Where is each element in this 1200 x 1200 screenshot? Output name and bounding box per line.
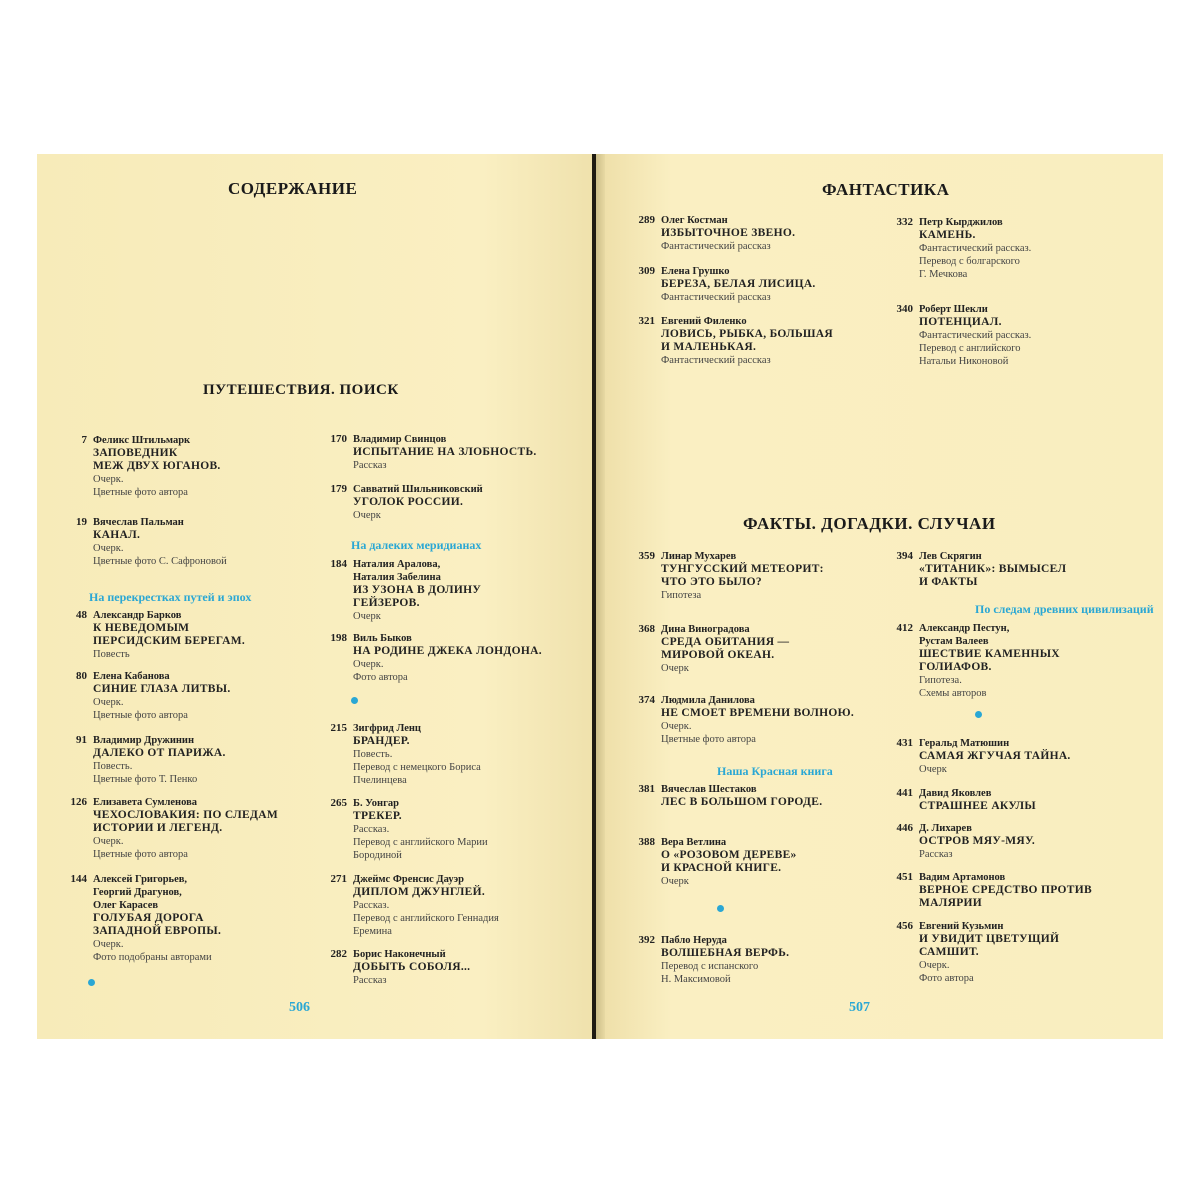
entry-body	[661, 623, 789, 675]
entry-author: Геральд Матюшин	[919, 738, 1010, 749]
entry-note: Очерк.	[93, 836, 124, 847]
entry-note: Перевод с английского Марии	[353, 837, 488, 848]
entry-note: Перевод с английского Геннадия	[353, 913, 499, 924]
section-end-dot	[717, 905, 724, 912]
entry-note: Цветные фото автора	[93, 849, 188, 860]
entry-title: БЕРЕЗА, БЕЛАЯ ЛИСИЦА.	[661, 278, 816, 290]
entry-body	[661, 265, 816, 304]
entry-author: Б. Уонгар	[353, 798, 399, 809]
entry-page-number: 19	[76, 516, 87, 528]
entry-body	[661, 694, 854, 746]
entry-note: Фото автора	[919, 973, 974, 984]
entry-title: ЧЕХОСЛОВАКИЯ: ПО СЛЕДАМ	[93, 809, 278, 821]
entry-page-number: 431	[896, 737, 913, 749]
entry-title: ГЕЙЗЕРОВ.	[353, 597, 420, 609]
subsection-red-book: Наша Красная книга	[717, 764, 833, 778]
entry-note: Схемы авторов	[919, 688, 987, 699]
entry-title: О «РОЗОВОМ ДЕРЕВЕ»	[661, 849, 797, 861]
entry-note: Натальи Никоновой	[919, 356, 1009, 367]
entry-title: ВЕРНОЕ СРЕДСТВО ПРОТИВ	[919, 884, 1092, 896]
toc-entry[interactable]	[47, 796, 278, 861]
entry-note: Перевод с немецкого Бориса	[353, 762, 481, 773]
entry-title: САМАЯ ЖГУЧАЯ ТАЙНА.	[919, 750, 1071, 762]
entry-author: Елизавета Сумленова	[93, 797, 198, 808]
entry-author: Олег Костман	[661, 215, 728, 226]
entry-note: Очерк	[353, 611, 381, 622]
entry-author: Петр Кырджилов	[919, 217, 1003, 228]
entry-body	[919, 216, 1031, 281]
entry-page-number: 456	[896, 920, 913, 932]
toc-entry[interactable]	[873, 871, 1092, 910]
entry-note: Цветные фото Т. Пенко	[93, 774, 198, 785]
entry-page-number: 340	[896, 303, 913, 315]
entry-body	[919, 920, 1059, 985]
entry-note: Бородиной	[353, 850, 402, 861]
entry-title: БРАНДЕР.	[353, 735, 410, 747]
entry-author: Александр Барков	[93, 610, 182, 621]
entry-body	[353, 873, 499, 938]
entry-title: ТУНГУССКИЙ МЕТЕОРИТ:	[661, 563, 824, 575]
entry-author: Алексей Григорьев,	[93, 874, 188, 885]
entry-body	[661, 836, 797, 888]
toc-entry[interactable]	[307, 433, 537, 472]
toc-entry[interactable]	[47, 516, 227, 568]
entry-page-number: 289	[638, 214, 655, 226]
subsection-meridians: На далеких меридианах	[351, 538, 482, 552]
entry-author: Наталия Забелина	[353, 572, 441, 583]
entry-page-number: 381	[638, 783, 655, 795]
entry-author: Наталия Аралова,	[353, 559, 441, 570]
entry-page-number: 179	[330, 483, 347, 495]
entry-page-number: 91	[76, 734, 87, 746]
entry-page-number: 144	[70, 873, 87, 885]
entry-body	[661, 315, 833, 367]
entry-body	[353, 632, 542, 684]
entry-note: Перевод с болгарского	[919, 256, 1020, 267]
entry-author: Владимир Свинцов	[353, 434, 447, 445]
entry-title: И КРАСНОЙ КНИГЕ.	[661, 862, 782, 874]
entry-author: Елена Кабанова	[93, 671, 170, 682]
entry-note: Очерк	[661, 876, 689, 887]
entry-title: ВОЛШЕБНАЯ ВЕРФЬ.	[661, 947, 790, 959]
entry-note: Очерк.	[919, 960, 950, 971]
toc-entry[interactable]	[47, 734, 226, 786]
entry-page-number: 368	[638, 623, 655, 635]
entry-body	[353, 483, 483, 522]
entry-note: Перевод с испанского	[661, 961, 759, 972]
entry-title: ИСТОРИИ И ЛЕГЕНД.	[93, 822, 223, 834]
entry-author: Дина Виноградова	[661, 624, 750, 635]
entry-body	[919, 303, 1031, 368]
entry-title: НА РОДИНЕ ДЖЕКА ЛОНДОНА.	[353, 645, 542, 657]
entry-note: Цветные фото автора	[661, 734, 756, 745]
toc-entry[interactable]	[873, 303, 1031, 368]
entry-page-number: 388	[638, 836, 655, 848]
entry-title: ШЕСТВИЕ КАМЕННЫХ	[919, 648, 1060, 660]
entry-title: КАНАЛ.	[93, 529, 141, 541]
entry-title: ЗАПОВЕДНИК	[93, 447, 178, 459]
toc-entry[interactable]	[47, 670, 231, 722]
entry-page-number: 184	[330, 558, 347, 570]
entry-note: Повесть.	[353, 749, 393, 760]
entry-note: Очерк.	[93, 474, 124, 485]
toc-entry[interactable]	[873, 216, 1031, 281]
subsection-ancient-civilizations: По следам древних цивилизаций	[975, 602, 1154, 616]
entry-title: ЧТО ЭТО БЫЛО?	[661, 576, 762, 588]
entry-page-number: 446	[896, 822, 913, 834]
entry-note: Фантастический рассказ	[661, 241, 771, 252]
entry-note: Рассказ.	[353, 824, 390, 835]
entry-title: ЛЕС В БОЛЬШОМ ГОРОДЕ.	[661, 796, 823, 808]
entry-title: ОСТРОВ МЯУ-МЯУ.	[919, 835, 1036, 847]
toc-entry[interactable]	[307, 558, 481, 623]
entry-page-number: 332	[896, 216, 913, 228]
entry-title: САМШИТ.	[919, 946, 979, 958]
toc-entry[interactable]	[47, 873, 221, 964]
facts-section-title: ФАКТЫ. ДОГАДКИ. СЛУЧАИ	[743, 514, 996, 533]
book-spread	[37, 154, 1163, 1039]
entry-page-number: 170	[330, 433, 347, 445]
entry-body	[93, 796, 278, 861]
entry-title: ТРЕКЕР.	[353, 810, 402, 822]
toc-entry[interactable]	[873, 550, 1066, 589]
entry-body	[353, 722, 481, 787]
entry-note: Повесть.	[93, 761, 133, 772]
entry-page-number: 126	[70, 796, 87, 808]
page-number-right: 507	[849, 1000, 870, 1015]
fantasy-section-title: ФАНТАСТИКА	[822, 180, 950, 199]
entry-title: ПЕРСИДСКИМ БЕРЕГАМ.	[93, 635, 246, 647]
entry-note: Гипотеза	[661, 590, 702, 601]
entry-author: Виль Быков	[353, 633, 412, 644]
entry-title: ЗАПАДНОЙ ЕВРОПЫ.	[93, 925, 222, 937]
toc-entry[interactable]	[307, 797, 488, 862]
entry-author: Елена Грушко	[661, 266, 730, 277]
left-page	[37, 154, 595, 1039]
toc-entry[interactable]	[873, 822, 1035, 861]
entry-body	[661, 934, 789, 986]
toc-entry[interactable]	[873, 737, 1071, 776]
entry-body	[919, 550, 1066, 589]
toc-entry[interactable]	[873, 622, 1060, 700]
entry-title: СРЕДА ОБИТАНИЯ —	[661, 636, 790, 648]
entry-author: Лев Скрягин	[919, 551, 982, 562]
entry-title: К НЕВЕДОМЫМ	[93, 622, 190, 634]
entry-author: Пабло Неруда	[661, 935, 727, 946]
entry-page-number: 80	[76, 670, 87, 682]
entry-author: Вадим Артамонов	[919, 872, 1006, 883]
entry-title: ДОБЫТЬ СОБОЛЯ...	[353, 961, 471, 973]
entry-note: Пчелинцева	[353, 775, 407, 786]
toc-entry[interactable]	[615, 836, 797, 888]
entry-body	[93, 434, 221, 499]
entry-note: Очерк.	[353, 659, 384, 670]
entry-title: ИСПЫТАНИЕ НА ЗЛОБНОСТЬ.	[353, 446, 537, 458]
entry-title: ЛОВИСЬ, РЫБКА, БОЛЬШАЯ	[661, 328, 834, 340]
entry-page-number: 198	[330, 632, 347, 644]
entry-author: Савватий Шильниковский	[353, 484, 483, 495]
entry-author: Евгений Филенко	[661, 316, 747, 327]
entry-title: КАМЕНЬ.	[919, 229, 976, 241]
toc-entry[interactable]	[615, 783, 822, 809]
entry-title: СТРАШНЕЕ АКУЛЫ	[919, 800, 1037, 812]
entry-author: Линар Мухарев	[661, 551, 737, 562]
entry-author: Борис Наконечный	[353, 949, 446, 960]
toc-entry[interactable]	[615, 315, 833, 367]
entry-note: Фантастический рассказ	[661, 292, 771, 303]
toc-entry[interactable]	[615, 934, 789, 986]
toc-entry[interactable]	[615, 550, 824, 602]
entry-title: ИЗБЫТОЧНОЕ ЗВЕНО.	[661, 227, 796, 239]
entry-note: Повесть	[93, 649, 130, 660]
entry-note: Очерк	[661, 663, 689, 674]
entry-body	[93, 734, 226, 786]
entry-note: Очерк.	[661, 721, 692, 732]
entry-note: Перевод с английского	[919, 343, 1021, 354]
entry-note: Очерк.	[93, 697, 124, 708]
entry-page-number: 374	[638, 694, 655, 706]
entry-body	[93, 516, 227, 568]
toc-entry[interactable]	[307, 722, 481, 787]
toc-entry[interactable]	[307, 873, 499, 938]
entry-body	[661, 214, 795, 253]
toc-entry[interactable]	[615, 265, 816, 304]
entry-note: Цветные фото автора	[93, 710, 188, 721]
entry-body	[919, 787, 1036, 813]
spine-fold	[596, 154, 605, 1039]
entry-note: Очерк	[919, 764, 947, 775]
entry-title: ПОТЕНЦИАЛ.	[919, 316, 1002, 328]
entry-title: И УВИДИТ ЦВЕТУЩИЙ	[919, 933, 1060, 945]
entry-author: Вячеслав Шестаков	[661, 784, 757, 795]
entry-author: Александр Пестун,	[919, 623, 1010, 634]
entry-page-number: 392	[638, 934, 655, 946]
entry-page-number: 394	[896, 550, 913, 562]
entry-body	[93, 670, 231, 722]
subsection-crossroads: На перекрестках путей и эпох	[89, 590, 252, 604]
entry-title: ГОЛУБАЯ ДОРОГА	[93, 912, 204, 924]
entry-note: Цветные фото автора	[93, 487, 188, 498]
entry-author: Джеймс Френсис Дауэр	[353, 874, 464, 885]
entry-body	[93, 609, 245, 661]
entry-title: МЕЖ ДВУХ ЮГАНОВ.	[93, 460, 221, 472]
toc-entry[interactable]	[47, 434, 221, 499]
entry-page-number: 271	[330, 873, 347, 885]
toc-entry[interactable]	[615, 694, 854, 746]
entry-author: Людмила Данилова	[661, 695, 755, 706]
entry-note: Рассказ	[353, 975, 387, 986]
entry-page-number: 7	[81, 434, 87, 446]
entry-author: Вячеслав Пальман	[93, 517, 184, 528]
entry-author: Рустам Валеев	[919, 636, 989, 647]
entry-author: Георгий Драгунов,	[93, 887, 182, 898]
entry-title: ДИПЛОМ ДЖУНГЛЕЙ.	[353, 886, 485, 898]
entry-title: СИНИЕ ГЛАЗА ЛИТВЫ.	[93, 683, 231, 695]
entry-body	[353, 948, 470, 987]
entry-author: Евгений Кузьмин	[919, 921, 1004, 932]
toc-entry[interactable]	[873, 920, 1059, 985]
entry-note: Фантастический рассказ.	[919, 330, 1032, 341]
entry-note: Цветные фото С. Сафроновой	[93, 556, 227, 567]
entry-title: МАЛЯРИИ	[919, 897, 983, 909]
entry-title: «ТИТАНИК»: ВЫМЫСЕЛ	[919, 563, 1067, 575]
entry-note: Г. Мечкова	[919, 269, 968, 280]
entry-title: ИЗ УЗОНА В ДОЛИНУ	[353, 584, 482, 596]
entry-page-number: 215	[330, 722, 347, 734]
entry-author: Роберт Шекли	[919, 304, 988, 315]
toc-entry[interactable]	[307, 483, 483, 522]
entry-author: Олег Карасев	[93, 900, 159, 911]
entry-body	[353, 558, 481, 623]
entry-page-number: 282	[330, 948, 347, 960]
toc-entry[interactable]	[47, 609, 245, 661]
section-end-dot	[88, 979, 95, 986]
entry-page-number: 48	[76, 609, 87, 621]
entry-note: Н. Максимовой	[661, 974, 731, 985]
entry-page-number: 359	[638, 550, 655, 562]
toc-entry[interactable]	[307, 948, 470, 987]
entry-note: Рассказ	[353, 460, 387, 471]
entry-title: МИРОВОЙ ОКЕАН.	[661, 649, 775, 661]
entry-note: Еремина	[353, 926, 392, 937]
entry-body	[353, 433, 537, 472]
entry-note: Фантастический рассказ	[661, 355, 771, 366]
entry-note: Рассказ.	[353, 900, 390, 911]
right-page	[605, 154, 1163, 1039]
toc-entry[interactable]	[615, 623, 789, 675]
entry-author: Феликс Штильмарк	[93, 435, 191, 446]
entry-note: Гипотеза.	[919, 675, 962, 686]
entry-title: НЕ СМОЕТ ВРЕМЕНИ ВОЛНОЮ.	[661, 707, 854, 719]
entry-page-number: 309	[638, 265, 655, 277]
section-end-dot	[975, 711, 982, 718]
entry-note: Очерк.	[93, 939, 124, 950]
entry-author: Зигфрид Ленц	[353, 723, 421, 734]
entry-page-number: 441	[896, 787, 913, 799]
entry-title: УГОЛОК РОССИИ.	[353, 496, 464, 508]
entry-page-number: 265	[330, 797, 347, 809]
entry-body	[919, 822, 1035, 861]
entry-body	[919, 871, 1092, 910]
entry-author: Владимир Дружинин	[93, 735, 195, 746]
entry-author: Д. Лихарев	[919, 823, 972, 834]
entry-title: И МАЛЕНЬКАЯ.	[661, 341, 757, 353]
section-end-dot	[351, 697, 358, 704]
entry-note: Рассказ	[919, 849, 953, 860]
entry-body	[353, 797, 488, 862]
entry-body	[919, 737, 1071, 776]
entry-author: Давид Яковлев	[919, 788, 992, 799]
entry-body	[661, 783, 822, 809]
entry-author: Вера Ветлина	[661, 837, 727, 848]
toc-entry[interactable]	[615, 214, 795, 253]
entry-note: Фантастический рассказ.	[919, 243, 1032, 254]
toc-entry[interactable]	[307, 632, 542, 684]
contents-title: СОДЕРЖАНИЕ	[228, 179, 358, 198]
entry-body	[661, 550, 824, 602]
entry-page-number: 412	[896, 622, 913, 634]
entry-title: ГОЛИАФОВ.	[919, 661, 992, 673]
entry-title: ДАЛЕКО ОТ ПАРИЖА.	[93, 747, 226, 759]
page-number-left: 506	[289, 1000, 310, 1015]
toc-entry[interactable]	[873, 787, 1036, 813]
entry-note: Фото подобраны авторами	[93, 952, 212, 963]
entry-body	[919, 622, 1060, 700]
entry-page-number: 321	[638, 315, 655, 327]
entry-note: Очерк	[353, 510, 381, 521]
entry-body	[93, 873, 221, 964]
entry-page-number: 451	[896, 871, 913, 883]
travel-section-title: ПУТЕШЕСТВИЯ. ПОИСК	[203, 382, 399, 398]
entry-title: И ФАКТЫ	[919, 576, 978, 588]
entry-note: Очерк.	[93, 543, 124, 554]
entry-note: Фото автора	[353, 672, 408, 683]
